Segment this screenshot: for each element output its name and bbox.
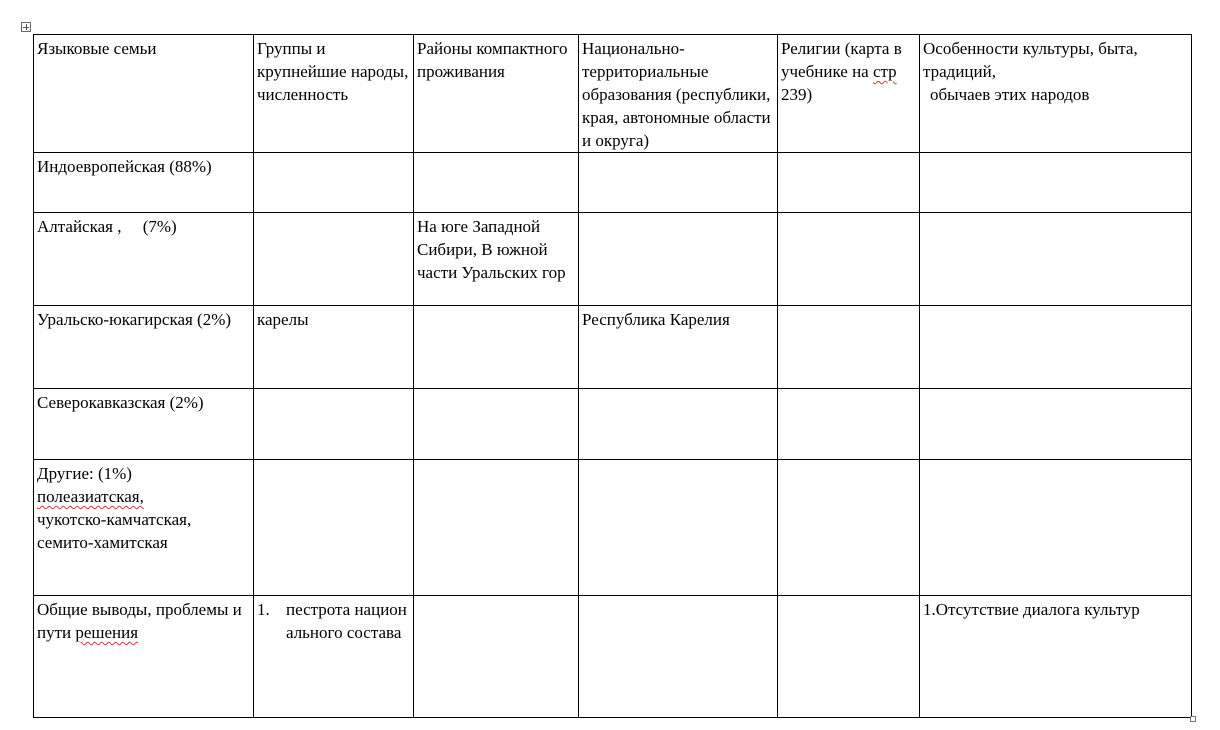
- header-language-families[interactable]: Языковые семьи: [34, 35, 254, 153]
- cell-religions[interactable]: [778, 460, 920, 596]
- cell-culture[interactable]: [920, 153, 1192, 213]
- table-row: [34, 213, 1192, 306]
- cell-culture[interactable]: 1.Отсутствие диалога культур: [920, 596, 1192, 718]
- nationalities-table: [33, 34, 1192, 718]
- cell-regions[interactable]: На юге Западной Сибири, В южной части Уральских гор: [414, 213, 579, 306]
- header-regions[interactable]: Районы компактного проживания: [414, 35, 579, 153]
- cell-religions[interactable]: [778, 389, 920, 460]
- cell-family[interactable]: Общие выводы, проблемы и пути решения: [34, 596, 254, 718]
- cell-regions[interactable]: [414, 306, 579, 389]
- cell-culture[interactable]: [920, 213, 1192, 306]
- cell-peoples[interactable]: [254, 213, 414, 306]
- header-national-formations[interactable]: Национально-территориальные образования (республики, края, автономные области и округа): [579, 35, 778, 153]
- cell-family[interactable]: Индоевропейская (88%): [34, 153, 254, 213]
- header-religions[interactable]: Религии (карта в учебнике на стр 239): [778, 35, 920, 153]
- cell-religions[interactable]: [778, 596, 920, 718]
- header-groups-peoples[interactable]: Группы и крупнейшие народы, численность: [254, 35, 414, 153]
- header-culture[interactable]: Особенности культуры, быта, традиций, обычаев этих народов: [920, 35, 1192, 153]
- cell-formations[interactable]: [579, 460, 778, 596]
- cell-family[interactable]: Северокавказская (2%): [34, 389, 254, 460]
- table-move-handle[interactable]: [21, 22, 31, 32]
- page-ref-text: стр: [872, 62, 897, 81]
- table-row: [34, 460, 1192, 596]
- cell-formations[interactable]: [579, 213, 778, 306]
- cell-culture[interactable]: [920, 306, 1192, 389]
- cell-regions[interactable]: [414, 389, 579, 460]
- cell-formations[interactable]: [579, 596, 778, 718]
- table-resize-handle[interactable]: [1190, 716, 1196, 722]
- cell-family[interactable]: Уральско-юкагирская (2%): [34, 306, 254, 389]
- cell-family[interactable]: Алтайская , (7%): [34, 213, 254, 306]
- table-row: [34, 389, 1192, 460]
- numbered-list-item: 1. пестрота национального состава: [257, 600, 407, 642]
- cell-family[interactable]: Другие: (1%) полеазиатская, чукотско-камчатская, семито-хамитская: [34, 460, 254, 596]
- cell-peoples[interactable]: [254, 460, 414, 596]
- cell-peoples[interactable]: карелы: [254, 306, 414, 389]
- header-row: [34, 35, 1192, 153]
- cell-religions[interactable]: [778, 153, 920, 213]
- cell-culture[interactable]: [920, 460, 1192, 596]
- cell-culture[interactable]: [920, 389, 1192, 460]
- cell-formations[interactable]: [579, 389, 778, 460]
- table-row: [34, 596, 1192, 718]
- table-row: [34, 153, 1192, 213]
- cell-regions[interactable]: [414, 460, 579, 596]
- cell-peoples[interactable]: [254, 153, 414, 213]
- cell-regions[interactable]: [414, 596, 579, 718]
- cell-formations[interactable]: Республика Карелия: [579, 306, 778, 389]
- table-row: [34, 306, 1192, 389]
- cell-formations[interactable]: [579, 153, 778, 213]
- cell-religions[interactable]: [778, 306, 920, 389]
- cell-religions[interactable]: [778, 213, 920, 306]
- cell-regions[interactable]: [414, 153, 579, 213]
- cell-peoples[interactable]: [254, 389, 414, 460]
- cell-peoples[interactable]: [254, 596, 414, 718]
